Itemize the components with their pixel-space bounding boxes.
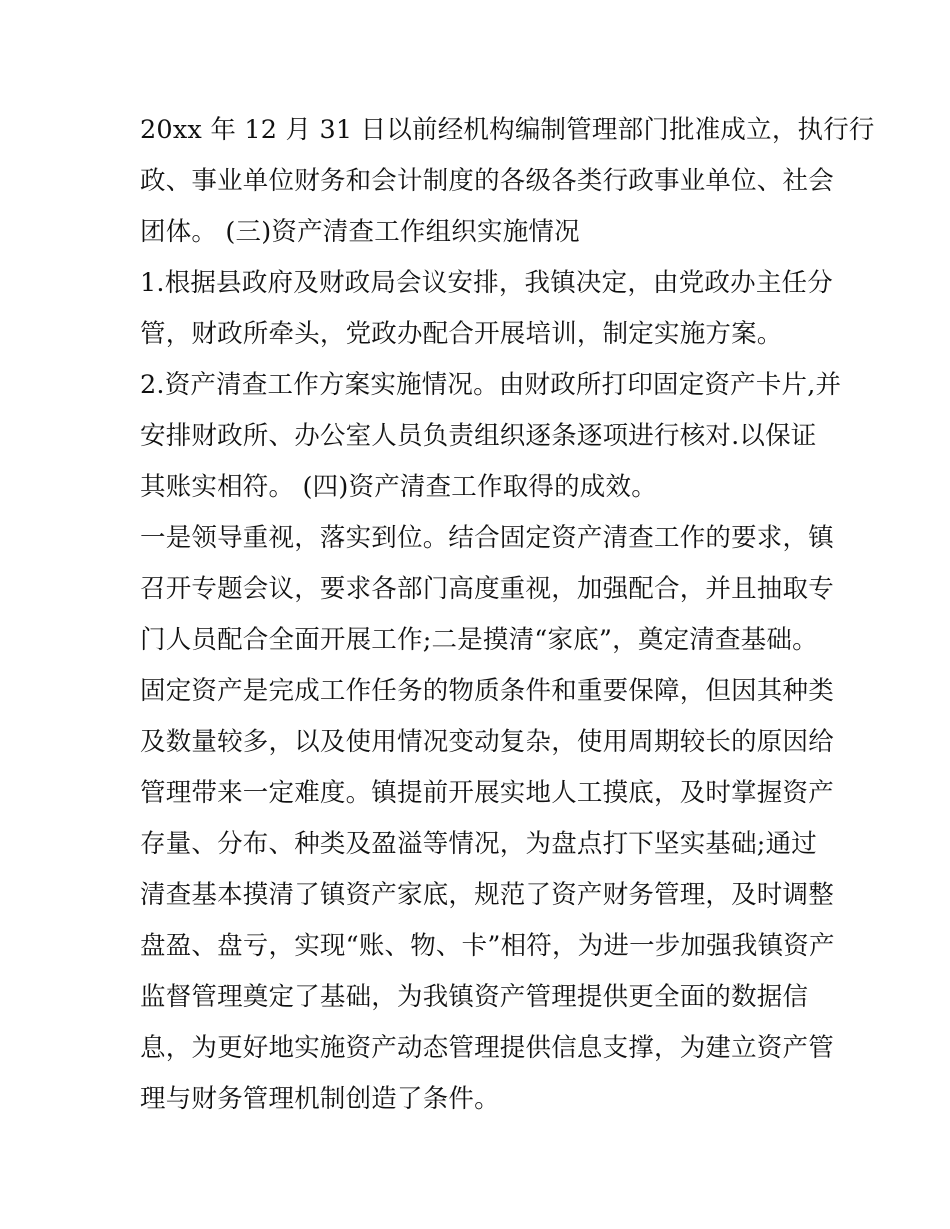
body-text: [140, 105, 875, 1125]
text-line-5: 管，财政所牵头，党政办配合开展培训，制定实施方案。: [140, 319, 783, 349]
text-line-15: 存量、分布、种类及盈溢等情况，为盘点打下坚实基础;通过: [140, 829, 817, 859]
text-line-1: 20xx 年 12 月 31 日以前经机构编制管理部门批准成立，执行行: [140, 115, 875, 145]
text-line-20: 理与财务管理机制创造了条件。: [140, 1084, 500, 1114]
text-line-14: 管理带来一定难度。镇提前开展实地人工摸底，及时掌握资产: [140, 778, 834, 808]
text-line-12: 固定资产是完成工作任务的物质条件和重要保障，但因其种类: [140, 676, 834, 706]
text-line-6: 2.资产清查工作方案实施情况。由财政所打印固定资产卡片,并: [140, 370, 842, 400]
text-line-16: 清查基本摸清了镇资产家底，规范了资产财务管理，及时调整: [140, 880, 834, 910]
text-line-18: 监督管理奠定了基础，为我镇资产管理提供更全面的数据信: [140, 982, 809, 1012]
text-line-8: 其账实相符。 (四)资产清查工作取得的成效。: [140, 472, 657, 502]
text-line-2: 政、事业单位财务和会计制度的各级各类行政事业单位、社会: [140, 166, 834, 196]
text-line-19: 息，为更好地实施资产动态管理提供信息支撑，为建立资产管: [140, 1033, 834, 1063]
text-line-10: 召开专题会议，要求各部门高度重视，加强配合，并且抽取专: [140, 574, 834, 604]
text-line-13: 及数量较多，以及使用情况变动复杂，使用周期较长的原因给: [140, 727, 834, 757]
text-line-9: 一是领导重视，落实到位。结合固定资产清查工作的要求，镇: [140, 523, 834, 553]
text-line-3: 团体。 (三)资产清查工作组织实施情况: [140, 217, 580, 247]
text-line-11: 门人员配合全面开展工作;二是摸清“家底”，奠定清查基础。: [140, 625, 818, 655]
text-line-7: 安排财政所、办公室人员负责组织逐条逐项进行核对.以保证: [140, 421, 817, 451]
text-line-4: 1.根据县政府及财政局会议安排，我镇决定，由党政办主任分: [140, 268, 833, 298]
text-line-17: 盘盈、盘亏，实现“账、物、卡”相符，为进一步加强我镇资产: [140, 931, 835, 961]
